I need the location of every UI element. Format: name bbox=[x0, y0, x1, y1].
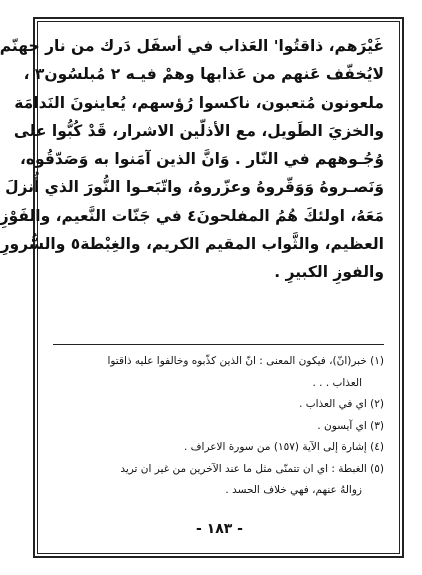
footnote-4: (٤) إشارة إلى الآية (١٥٧) من سورة الاعراف . bbox=[184, 441, 384, 453]
text-line: غَيْرَهم، ذاقتُوا' العَذاب في أسفَل دَرك من نار جهنّم bbox=[0, 37, 384, 55]
text-line: العظيم، والثَّواب المقيم الكريم، والغِبْطة٥ والسُّرورِ bbox=[0, 235, 384, 254]
footnote-5-continued: زوالهُ عنهم، فهي خلاف الحسد . bbox=[225, 484, 362, 496]
page-number: - ١٨٣ - bbox=[195, 521, 243, 537]
footnote-1-continued: العذاب . . . bbox=[312, 376, 362, 389]
text-line: ملعونون مُتعبون، ناكسوا رُؤسهم، يُعاينونَ النَدامَة bbox=[14, 93, 384, 112]
text-line: مَعَهُ، اولئكَ هُمُ المفلحونَ٤ في جَنّات النَّعيم، والفَوْزِ bbox=[0, 206, 384, 225]
footnote-divider bbox=[53, 344, 384, 345]
footnotes-block bbox=[53, 351, 384, 502]
footnote-1: (١) خبر(انّ)، فيكون المعنى : انّ الذين كذّبوه وخالفوا عليه ذاقتوا bbox=[107, 355, 384, 367]
footnote-3: (٣) اي آيسون . bbox=[317, 419, 384, 432]
text-line: والفوزِ الكبيرِ . bbox=[274, 263, 384, 282]
text-line: والخزيَ الطَويل، مع الأذلّين الاشرار، قَدْ كُبُّوا على bbox=[13, 121, 384, 140]
text-line: وُجُـوههم في النّار . وَانَّ الذين آمَنوا به وَصَدّقُوه، bbox=[19, 150, 384, 169]
text-line: لايُخفّف عَنهم من عَذابها وهمْ فيـه ٢ مُبلسُون٣ ، bbox=[23, 65, 384, 84]
footnote-2: (٢) اي في العذاب . bbox=[299, 398, 384, 410]
main-text-block bbox=[0, 32, 384, 287]
text-line: وَنَصـروهُ وَوَقّروهُ وعزّروهُ، واتّبَعـوا النُّورَ الذي أُنزلَ bbox=[5, 178, 384, 197]
footnote-5: (٥) الغبطة : اي ان تتمنّى مثل ما عند الآخرين من غير ان تريد bbox=[120, 462, 384, 475]
